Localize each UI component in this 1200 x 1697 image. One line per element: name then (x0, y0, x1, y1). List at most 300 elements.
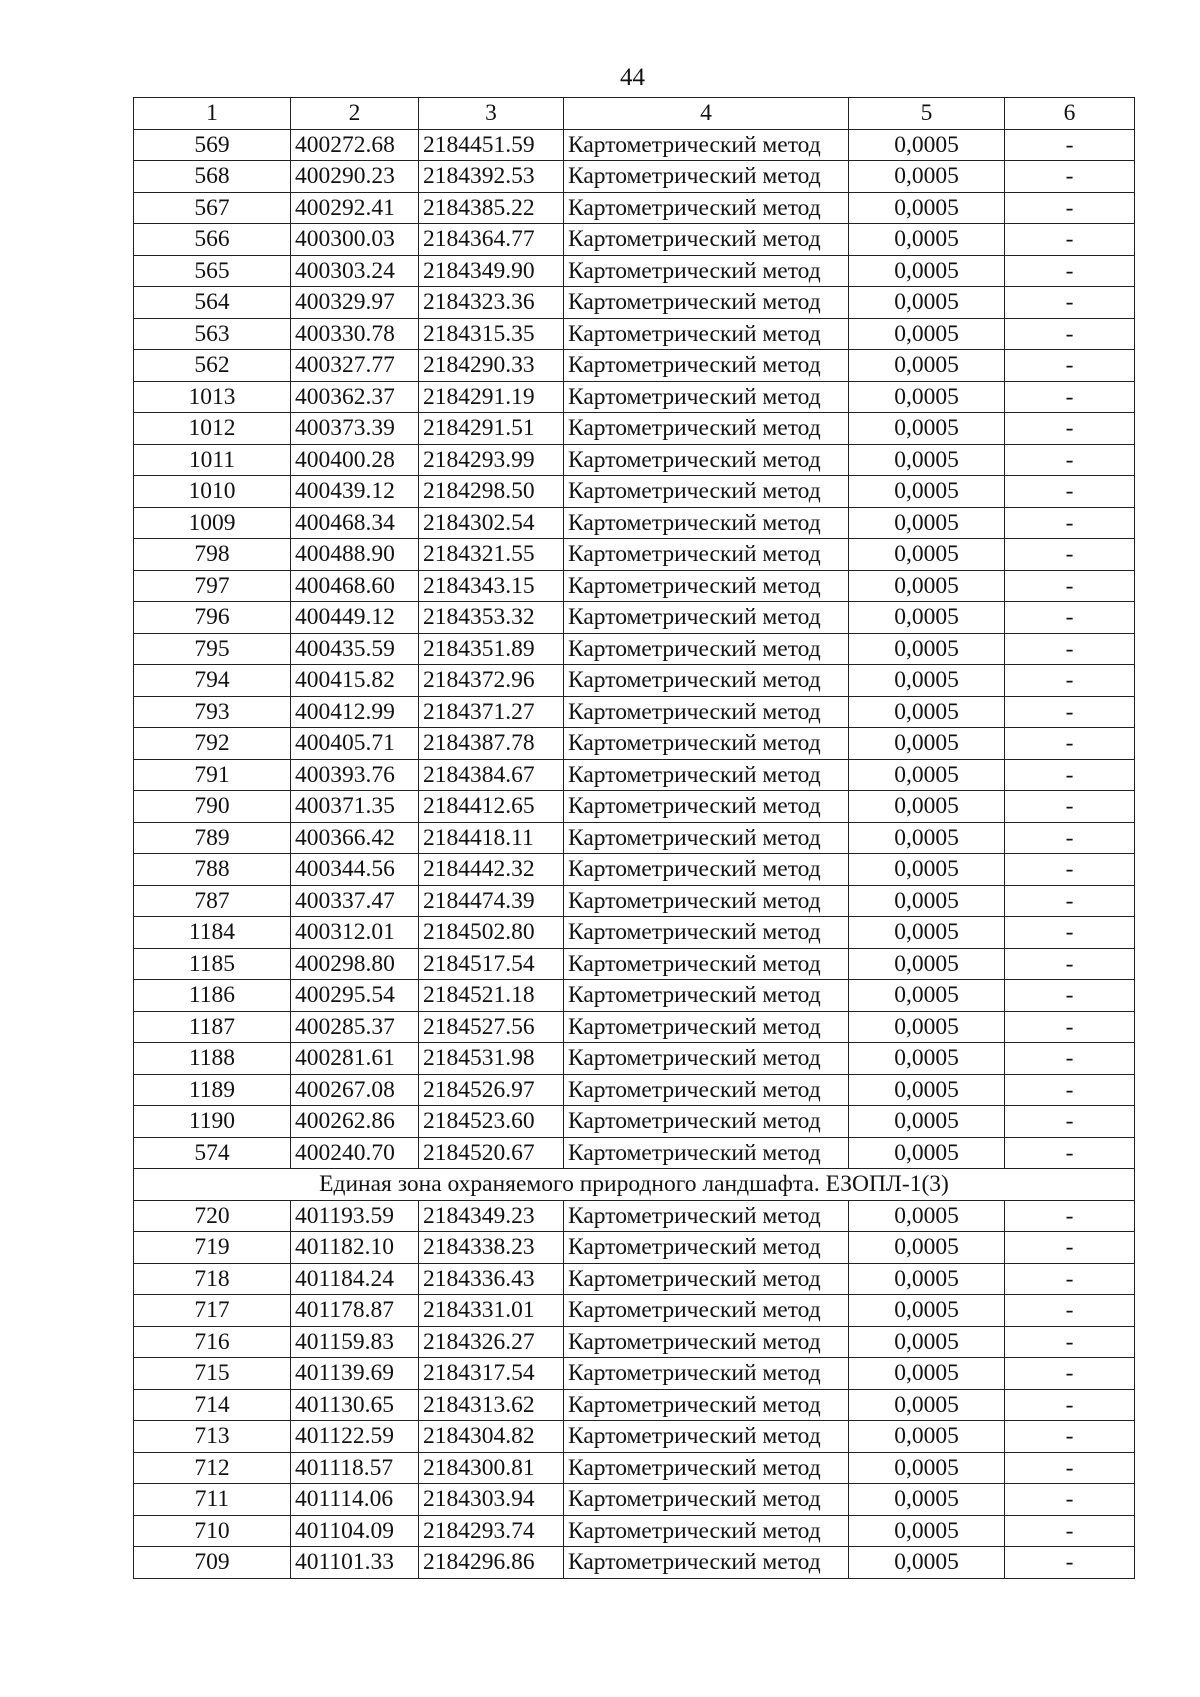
y-coordinate-cell: 2184364.77 (419, 224, 564, 256)
table-row (134, 507, 1135, 539)
y-coordinate-cell: 2184298.50 (419, 476, 564, 508)
method-cell: Картометрический метод (564, 917, 849, 949)
table-row (134, 759, 1135, 791)
table-row (134, 1421, 1135, 1453)
y-coordinate-cell: 2184474.39 (419, 885, 564, 917)
point-number-cell: 1012 (134, 413, 291, 445)
accuracy-cell: 0,0005 (849, 1484, 1005, 1516)
table-row (134, 980, 1135, 1012)
note-cell: - (1005, 759, 1135, 791)
point-number-cell: 797 (134, 570, 291, 602)
accuracy-cell: 0,0005 (849, 476, 1005, 508)
table-row (134, 1515, 1135, 1547)
header-cell: 3 (419, 98, 564, 130)
x-coordinate-cell: 400267.08 (291, 1074, 419, 1106)
accuracy-cell: 0,0005 (849, 602, 1005, 634)
coordinates-table (133, 97, 1135, 1579)
table-row (134, 1547, 1135, 1579)
x-coordinate-cell: 401130.65 (291, 1389, 419, 1421)
accuracy-cell: 0,0005 (849, 255, 1005, 287)
point-number-cell: 714 (134, 1389, 291, 1421)
x-coordinate-cell: 401101.33 (291, 1547, 419, 1579)
y-coordinate-cell: 2184300.81 (419, 1452, 564, 1484)
table-row (134, 129, 1135, 161)
y-coordinate-cell: 2184442.32 (419, 854, 564, 886)
table-row (134, 1011, 1135, 1043)
x-coordinate-cell: 400405.71 (291, 728, 419, 760)
table-row (134, 1200, 1135, 1232)
x-coordinate-cell: 400366.42 (291, 822, 419, 854)
x-coordinate-cell: 400439.12 (291, 476, 419, 508)
method-cell: Картометрический метод (564, 570, 849, 602)
table-row (134, 696, 1135, 728)
table-row (134, 570, 1135, 602)
x-coordinate-cell: 401159.83 (291, 1326, 419, 1358)
method-cell: Картометрический метод (564, 1200, 849, 1232)
method-cell: Картометрический метод (564, 791, 849, 823)
accuracy-cell: 0,0005 (849, 1011, 1005, 1043)
point-number-cell: 712 (134, 1452, 291, 1484)
x-coordinate-cell: 400362.37 (291, 381, 419, 413)
x-coordinate-cell: 401122.59 (291, 1421, 419, 1453)
table-row (134, 728, 1135, 760)
note-cell: - (1005, 696, 1135, 728)
accuracy-cell: 0,0005 (849, 287, 1005, 319)
point-number-cell: 567 (134, 192, 291, 224)
point-number-cell: 791 (134, 759, 291, 791)
point-number-cell: 792 (134, 728, 291, 760)
method-cell: Картометрический метод (564, 444, 849, 476)
point-number-cell: 710 (134, 1515, 291, 1547)
y-coordinate-cell: 2184290.33 (419, 350, 564, 382)
x-coordinate-cell: 400435.59 (291, 633, 419, 665)
note-cell: - (1005, 570, 1135, 602)
y-coordinate-cell: 2184412.65 (419, 791, 564, 823)
y-coordinate-cell: 2184291.51 (419, 413, 564, 445)
y-coordinate-cell: 2184387.78 (419, 728, 564, 760)
point-number-cell: 1190 (134, 1106, 291, 1138)
x-coordinate-cell: 400292.41 (291, 192, 419, 224)
x-coordinate-cell: 400330.78 (291, 318, 419, 350)
point-number-cell: 1013 (134, 381, 291, 413)
y-coordinate-cell: 2184326.27 (419, 1326, 564, 1358)
note-cell: - (1005, 1452, 1135, 1484)
y-coordinate-cell: 2184293.74 (419, 1515, 564, 1547)
point-number-cell: 562 (134, 350, 291, 382)
table-row (134, 665, 1135, 697)
method-cell: Картометрический метод (564, 1232, 849, 1264)
point-number-cell: 569 (134, 129, 291, 161)
method-cell: Картометрический метод (564, 885, 849, 917)
x-coordinate-cell: 400400.28 (291, 444, 419, 476)
x-coordinate-cell: 400412.99 (291, 696, 419, 728)
y-coordinate-cell: 2184349.90 (419, 255, 564, 287)
x-coordinate-cell: 401184.24 (291, 1263, 419, 1295)
y-coordinate-cell: 2184343.15 (419, 570, 564, 602)
point-number-cell: 796 (134, 602, 291, 634)
table-row (134, 381, 1135, 413)
y-coordinate-cell: 2184517.54 (419, 948, 564, 980)
table-row (134, 885, 1135, 917)
point-number-cell: 1184 (134, 917, 291, 949)
section-row (134, 1169, 1135, 1201)
accuracy-cell: 0,0005 (849, 161, 1005, 193)
table-row (134, 822, 1135, 854)
accuracy-cell: 0,0005 (849, 885, 1005, 917)
note-cell: - (1005, 1547, 1135, 1579)
note-cell: - (1005, 318, 1135, 350)
x-coordinate-cell: 400300.03 (291, 224, 419, 256)
method-cell: Картометрический метод (564, 822, 849, 854)
method-cell: Картометрический метод (564, 1295, 849, 1327)
y-coordinate-cell: 2184523.60 (419, 1106, 564, 1138)
x-coordinate-cell: 400393.76 (291, 759, 419, 791)
table-row (134, 1106, 1135, 1138)
point-number-cell: 1189 (134, 1074, 291, 1106)
x-coordinate-cell: 400262.86 (291, 1106, 419, 1138)
table-row (134, 1137, 1135, 1169)
table-row (134, 1043, 1135, 1075)
point-number-cell: 1185 (134, 948, 291, 980)
method-cell: Картометрический метод (564, 1547, 849, 1579)
note-cell: - (1005, 885, 1135, 917)
accuracy-cell: 0,0005 (849, 665, 1005, 697)
y-coordinate-cell: 2184302.54 (419, 507, 564, 539)
x-coordinate-cell: 400415.82 (291, 665, 419, 697)
method-cell: Картометрический метод (564, 759, 849, 791)
note-cell: - (1005, 633, 1135, 665)
note-cell: - (1005, 129, 1135, 161)
note-cell: - (1005, 224, 1135, 256)
note-cell: - (1005, 728, 1135, 760)
y-coordinate-cell: 2184291.19 (419, 381, 564, 413)
accuracy-cell: 0,0005 (849, 1074, 1005, 1106)
method-cell: Картометрический метод (564, 350, 849, 382)
table-row (134, 633, 1135, 665)
method-cell: Картометрический метод (564, 1484, 849, 1516)
note-cell: - (1005, 413, 1135, 445)
accuracy-cell: 0,0005 (849, 539, 1005, 571)
y-coordinate-cell: 2184338.23 (419, 1232, 564, 1264)
accuracy-cell: 0,0005 (849, 791, 1005, 823)
table-row (134, 1358, 1135, 1390)
x-coordinate-cell: 400488.90 (291, 539, 419, 571)
point-number-cell: 717 (134, 1295, 291, 1327)
note-cell: - (1005, 1295, 1135, 1327)
point-number-cell: 720 (134, 1200, 291, 1232)
method-cell: Картометрический метод (564, 539, 849, 571)
method-cell: Картометрический метод (564, 192, 849, 224)
method-cell: Картометрический метод (564, 1263, 849, 1295)
point-number-cell: 718 (134, 1263, 291, 1295)
point-number-cell: 789 (134, 822, 291, 854)
y-coordinate-cell: 2184317.54 (419, 1358, 564, 1390)
accuracy-cell: 0,0005 (849, 1106, 1005, 1138)
point-number-cell: 793 (134, 696, 291, 728)
accuracy-cell: 0,0005 (849, 350, 1005, 382)
y-coordinate-cell: 2184323.36 (419, 287, 564, 319)
point-number-cell: 563 (134, 318, 291, 350)
x-coordinate-cell: 400468.60 (291, 570, 419, 602)
note-cell: - (1005, 948, 1135, 980)
note-cell: - (1005, 1232, 1135, 1264)
accuracy-cell: 0,0005 (849, 444, 1005, 476)
table-row (134, 1389, 1135, 1421)
table-row (134, 948, 1135, 980)
table-row (134, 444, 1135, 476)
point-number-cell: 568 (134, 161, 291, 193)
note-cell: - (1005, 1484, 1135, 1516)
table-row (134, 350, 1135, 382)
point-number-cell: 1187 (134, 1011, 291, 1043)
table-row (134, 917, 1135, 949)
accuracy-cell: 0,0005 (849, 1547, 1005, 1579)
x-coordinate-cell: 400337.47 (291, 885, 419, 917)
accuracy-cell: 0,0005 (849, 980, 1005, 1012)
note-cell: - (1005, 350, 1135, 382)
table-row (134, 255, 1135, 287)
y-coordinate-cell: 2184502.80 (419, 917, 564, 949)
note-cell: - (1005, 854, 1135, 886)
table-row (134, 318, 1135, 350)
point-number-cell: 1188 (134, 1043, 291, 1075)
y-coordinate-cell: 2184303.94 (419, 1484, 564, 1516)
accuracy-cell: 0,0005 (849, 413, 1005, 445)
y-coordinate-cell: 2184451.59 (419, 129, 564, 161)
method-cell: Картометрический метод (564, 476, 849, 508)
table-row (134, 1295, 1135, 1327)
y-coordinate-cell: 2184521.18 (419, 980, 564, 1012)
y-coordinate-cell: 2184372.96 (419, 665, 564, 697)
method-cell: Картометрический метод (564, 1074, 849, 1106)
point-number-cell: 788 (134, 854, 291, 886)
point-number-cell: 1009 (134, 507, 291, 539)
table-row (134, 1484, 1135, 1516)
table-body (134, 98, 1135, 1579)
note-cell: - (1005, 1137, 1135, 1169)
accuracy-cell: 0,0005 (849, 854, 1005, 886)
x-coordinate-cell: 400272.68 (291, 129, 419, 161)
note-cell: - (1005, 980, 1135, 1012)
method-cell: Картометрический метод (564, 381, 849, 413)
accuracy-cell: 0,0005 (849, 1043, 1005, 1075)
method-cell: Картометрический метод (564, 728, 849, 760)
y-coordinate-cell: 2184321.55 (419, 539, 564, 571)
point-number-cell: 713 (134, 1421, 291, 1453)
note-cell: - (1005, 665, 1135, 697)
note-cell: - (1005, 1043, 1135, 1075)
point-number-cell: 795 (134, 633, 291, 665)
point-number-cell: 798 (134, 539, 291, 571)
note-cell: - (1005, 602, 1135, 634)
note-cell: - (1005, 287, 1135, 319)
accuracy-cell: 0,0005 (849, 1452, 1005, 1484)
accuracy-cell: 0,0005 (849, 507, 1005, 539)
note-cell: - (1005, 1326, 1135, 1358)
header-cell: 2 (291, 98, 419, 130)
method-cell: Картометрический метод (564, 948, 849, 980)
accuracy-cell: 0,0005 (849, 759, 1005, 791)
accuracy-cell: 0,0005 (849, 948, 1005, 980)
table-row (134, 287, 1135, 319)
accuracy-cell: 0,0005 (849, 570, 1005, 602)
x-coordinate-cell: 400344.56 (291, 854, 419, 886)
y-coordinate-cell: 2184351.89 (419, 633, 564, 665)
x-coordinate-cell: 400281.61 (291, 1043, 419, 1075)
page-number: 44 (620, 64, 645, 91)
note-cell: - (1005, 1421, 1135, 1453)
method-cell: Картометрический метод (564, 980, 849, 1012)
method-cell: Картометрический метод (564, 1106, 849, 1138)
point-number-cell: 716 (134, 1326, 291, 1358)
method-cell: Картометрический метод (564, 1326, 849, 1358)
x-coordinate-cell: 401193.59 (291, 1200, 419, 1232)
note-cell: - (1005, 255, 1135, 287)
method-cell: Картометрический метод (564, 1358, 849, 1390)
x-coordinate-cell: 400329.97 (291, 287, 419, 319)
x-coordinate-cell: 400312.01 (291, 917, 419, 949)
method-cell: Картометрический метод (564, 255, 849, 287)
y-coordinate-cell: 2184353.32 (419, 602, 564, 634)
point-number-cell: 787 (134, 885, 291, 917)
y-coordinate-cell: 2184336.43 (419, 1263, 564, 1295)
point-number-cell: 1010 (134, 476, 291, 508)
note-cell: - (1005, 161, 1135, 193)
method-cell: Картометрический метод (564, 1043, 849, 1075)
y-coordinate-cell: 2184313.62 (419, 1389, 564, 1421)
point-number-cell: 790 (134, 791, 291, 823)
table-row (134, 791, 1135, 823)
accuracy-cell: 0,0005 (849, 1326, 1005, 1358)
accuracy-cell: 0,0005 (849, 318, 1005, 350)
y-coordinate-cell: 2184296.86 (419, 1547, 564, 1579)
note-cell: - (1005, 1200, 1135, 1232)
x-coordinate-cell: 400240.70 (291, 1137, 419, 1169)
y-coordinate-cell: 2184527.56 (419, 1011, 564, 1043)
accuracy-cell: 0,0005 (849, 1295, 1005, 1327)
y-coordinate-cell: 2184293.99 (419, 444, 564, 476)
y-coordinate-cell: 2184331.01 (419, 1295, 564, 1327)
method-cell: Картометрический метод (564, 129, 849, 161)
x-coordinate-cell: 400298.80 (291, 948, 419, 980)
y-coordinate-cell: 2184385.22 (419, 192, 564, 224)
note-cell: - (1005, 791, 1135, 823)
point-number-cell: 794 (134, 665, 291, 697)
accuracy-cell: 0,0005 (849, 1389, 1005, 1421)
header-cell: 4 (564, 98, 849, 130)
note-cell: - (1005, 1389, 1135, 1421)
point-number-cell: 564 (134, 287, 291, 319)
y-coordinate-cell: 2184349.23 (419, 1200, 564, 1232)
accuracy-cell: 0,0005 (849, 1137, 1005, 1169)
x-coordinate-cell: 400371.35 (291, 791, 419, 823)
note-cell: - (1005, 1074, 1135, 1106)
point-number-cell: 574 (134, 1137, 291, 1169)
y-coordinate-cell: 2184384.67 (419, 759, 564, 791)
point-number-cell: 715 (134, 1358, 291, 1390)
x-coordinate-cell: 400285.37 (291, 1011, 419, 1043)
point-number-cell: 709 (134, 1547, 291, 1579)
accuracy-cell: 0,0005 (849, 1358, 1005, 1390)
table-row (134, 1452, 1135, 1484)
method-cell: Картометрический метод (564, 1011, 849, 1043)
accuracy-cell: 0,0005 (849, 822, 1005, 854)
y-coordinate-cell: 2184371.27 (419, 696, 564, 728)
point-number-cell: 1186 (134, 980, 291, 1012)
y-coordinate-cell: 2184304.82 (419, 1421, 564, 1453)
header-cell: 1 (134, 98, 291, 130)
accuracy-cell: 0,0005 (849, 1200, 1005, 1232)
y-coordinate-cell: 2184315.35 (419, 318, 564, 350)
accuracy-cell: 0,0005 (849, 728, 1005, 760)
accuracy-cell: 0,0005 (849, 129, 1005, 161)
section-title: Единая зона охраняемого природного ландшафта. ЕЗОПЛ-1(3) (134, 1169, 1135, 1201)
x-coordinate-cell: 400327.77 (291, 350, 419, 382)
method-cell: Картометрический метод (564, 602, 849, 634)
y-coordinate-cell: 2184526.97 (419, 1074, 564, 1106)
x-coordinate-cell: 400373.39 (291, 413, 419, 445)
note-cell: - (1005, 381, 1135, 413)
table-row (134, 539, 1135, 571)
accuracy-cell: 0,0005 (849, 192, 1005, 224)
x-coordinate-cell: 401139.69 (291, 1358, 419, 1390)
note-cell: - (1005, 507, 1135, 539)
accuracy-cell: 0,0005 (849, 917, 1005, 949)
method-cell: Картометрический метод (564, 665, 849, 697)
method-cell: Картометрический метод (564, 854, 849, 886)
accuracy-cell: 0,0005 (849, 696, 1005, 728)
table-row (134, 1263, 1135, 1295)
point-number-cell: 1011 (134, 444, 291, 476)
note-cell: - (1005, 539, 1135, 571)
accuracy-cell: 0,0005 (849, 1263, 1005, 1295)
x-coordinate-cell: 401104.09 (291, 1515, 419, 1547)
method-cell: Картометрический метод (564, 1452, 849, 1484)
x-coordinate-cell: 401118.57 (291, 1452, 419, 1484)
note-cell: - (1005, 917, 1135, 949)
note-cell: - (1005, 476, 1135, 508)
accuracy-cell: 0,0005 (849, 1421, 1005, 1453)
method-cell: Картометрический метод (564, 413, 849, 445)
table-row (134, 161, 1135, 193)
accuracy-cell: 0,0005 (849, 633, 1005, 665)
table-row (134, 1232, 1135, 1264)
note-cell: - (1005, 1011, 1135, 1043)
table-row (134, 413, 1135, 445)
method-cell: Картометрический метод (564, 287, 849, 319)
point-number-cell: 566 (134, 224, 291, 256)
x-coordinate-cell: 400468.34 (291, 507, 419, 539)
x-coordinate-cell: 401114.06 (291, 1484, 419, 1516)
table-row (134, 602, 1135, 634)
y-coordinate-cell: 2184520.67 (419, 1137, 564, 1169)
x-coordinate-cell: 401178.87 (291, 1295, 419, 1327)
method-cell: Картометрический метод (564, 161, 849, 193)
method-cell: Картометрический метод (564, 1515, 849, 1547)
header-cell: 5 (849, 98, 1005, 130)
x-coordinate-cell: 400290.23 (291, 161, 419, 193)
x-coordinate-cell: 400303.24 (291, 255, 419, 287)
note-cell: - (1005, 1358, 1135, 1390)
y-coordinate-cell: 2184392.53 (419, 161, 564, 193)
table-row (134, 224, 1135, 256)
table-row (134, 854, 1135, 886)
accuracy-cell: 0,0005 (849, 1232, 1005, 1264)
point-number-cell: 565 (134, 255, 291, 287)
note-cell: - (1005, 444, 1135, 476)
table-row (134, 476, 1135, 508)
header-cell: 6 (1005, 98, 1135, 130)
